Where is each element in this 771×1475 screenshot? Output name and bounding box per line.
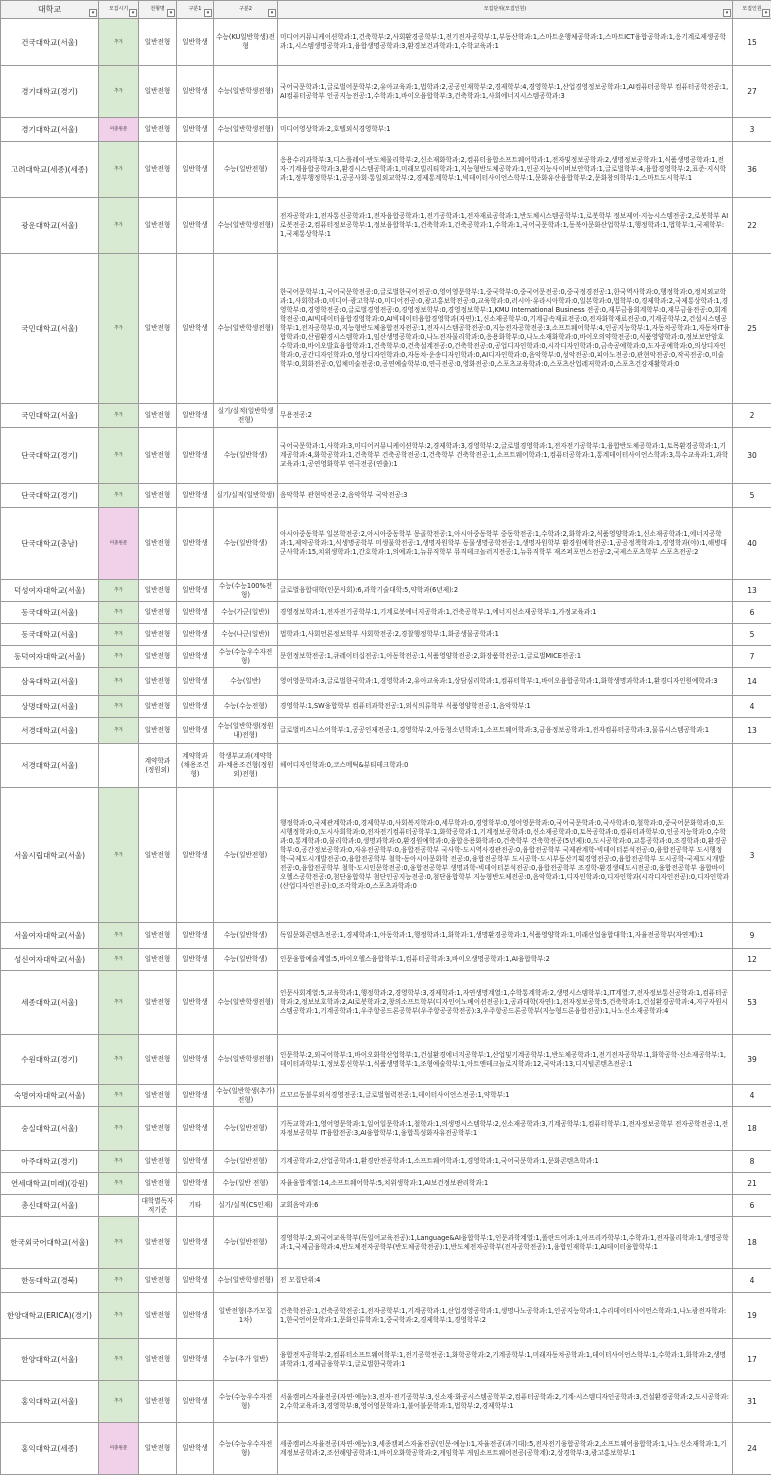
header-status[interactable]: 모집시기 ▾ [99,1,139,19]
cell-university[interactable]: 총신대학교(서울) [1,1195,99,1217]
cell-category2[interactable]: 수능(일반학생전형) [214,971,278,1035]
header-departments[interactable]: 모집단위(모집인원) ▾ [278,1,733,19]
cell-departments[interactable]: 인문사회계열:5,교육학과:1,행정학과:2,경영학부:3,경제학과:1,자연생명계열:1,수학통계학과:2,생명시스템학부:1,IT계열:7,전자정보통신공학과:1,컴퓨터공학과:2,정보보호학과:2,AI로봇학과:2,창의소프트학부(디자인이노베이션전공):1,공과대학(자연):1,전자정보공학:5,건축학과:1,건설환경공학과:4,지구자원시스템공학과:1,기계공학과:1,우주항공드론공학부(우주항공공학전공):3,우주항공드론공학부(지능형드론융합전공):1,나노신소재공학과:4 [278,971,733,1035]
cell-departments[interactable]: 융합전자공학부:2,컴퓨터소프트웨어학부:1,전기공학전공:1,화학공학과:2,기계공학부:1,미래자동차공학과:1,데이터사이언스학부:1,수학과:1,화학과:2,생명과학과:1,경제금융학부:1,글로벌한국학과:1 [278,1339,733,1381]
cell-category1[interactable]: 일반학생 [177,696,214,718]
cell-category1[interactable]: 일반학생 [177,198,214,254]
table-row [1,788,771,923]
table-row [1,624,771,646]
cell-admission[interactable]: 일반전형 [139,1107,177,1151]
cell-admission[interactable]: 일반전형 [139,949,177,971]
cell-total[interactable]: 4 [733,696,771,718]
cell-university[interactable]: 수원대학교(경기) [1,1035,99,1085]
cell-status[interactable]: 추가 [99,788,139,923]
cell-admission[interactable]: 일반전형 [139,1381,177,1423]
table-row [1,428,771,484]
cell-category2[interactable]: 수능(일반전형) [214,142,278,198]
cell-university[interactable]: 숭실대학교(서울) [1,1107,99,1151]
cell-university[interactable]: 서경대학교(서울) [1,744,99,788]
header-university[interactable]: 대학교 ▾ [1,1,99,19]
cell-total[interactable]: 18 [733,1107,771,1151]
cell-total[interactable]: 53 [733,971,771,1035]
cell-university[interactable]: 한양대학교(ERICA)(경기) [1,1293,99,1339]
cell-status[interactable]: 추가 [99,19,139,66]
cell-total[interactable]: 39 [733,1035,771,1085]
cell-status[interactable]: 추가 [99,428,139,484]
header-category1[interactable]: 구분1 ▾ [177,1,214,19]
cell-status[interactable]: 추가 [99,668,139,696]
cell-admission[interactable]: 일반전형 [139,923,177,949]
cell-university[interactable]: 한양대학교(서울) [1,1339,99,1381]
cell-departments[interactable]: 교회음악과:6 [278,1195,733,1217]
table-row [1,254,771,404]
cell-category2[interactable]: 수능(일반학생전형) [214,66,278,118]
cell-university[interactable]: 한동대학교(경북) [1,1269,99,1293]
cell-category2[interactable]: 수능(일반학생전형) [214,1269,278,1293]
cell-status[interactable]: 추가 [99,254,139,404]
cell-university[interactable]: 동덕여자대학교(서울) [1,646,99,668]
cell-total[interactable]: 7 [733,646,771,668]
cell-total[interactable]: 5 [733,484,771,508]
cell-category2[interactable]: 수능(일반학생전형) [214,254,278,404]
cell-category2[interactable]: 수능(일반전형) [214,1107,278,1151]
cell-total[interactable]: 17 [733,1339,771,1381]
cell-departments[interactable]: 국어국문학과:1,글로벌어문학부:2,유아교육과:1,법학과:2,공공인재학부:2,경제학부:4,경영학부:1,산업경영정보공학과:1,AI컴퓨터공학부 컴퓨터공학전공:1,AI컴퓨터공학부 인공지능전공:1,수학과:1,바이오융합학부:3,건축학과:1,사회에너지시스템공학과:3 [278,66,733,118]
cell-total[interactable]: 40 [733,508,771,580]
cell-status[interactable]: 추가 [99,142,139,198]
cell-category2[interactable]: 수능(일반학생전형) [214,1035,278,1085]
cell-admission[interactable]: 일반전형 [139,254,177,404]
cell-admission[interactable]: 일반전형 [139,1339,177,1381]
filter-dropdown-icon[interactable]: ▾ [89,9,97,17]
cell-total[interactable]: 9 [733,923,771,949]
cell-departments[interactable]: 미디어영상학과:2,호텔외식경영학부:1 [278,118,733,142]
cell-total[interactable]: 8 [733,1151,771,1173]
cell-total[interactable]: 25 [733,254,771,404]
cell-total[interactable]: 27 [733,66,771,118]
table-row [1,1035,771,1085]
table-row [1,580,771,602]
table-row [1,1085,771,1107]
cell-status[interactable]: 추가 [99,1339,139,1381]
cell-category1[interactable]: 일반학생 [177,19,214,66]
cell-departments[interactable]: 법학과:1,사회언론정보학부 사회학전공:2,경찰행정학부:1,화공생물공학과:1 [278,624,733,646]
cell-category1[interactable]: 일반학생 [177,971,214,1035]
cell-status[interactable]: 미충원분 [99,508,139,580]
cell-admission[interactable]: 일반전형 [139,1423,177,1475]
cell-category2[interactable]: 수능(일반 전형) [214,1173,278,1195]
cell-admission[interactable]: 일반전형 [139,484,177,508]
cell-total[interactable]: 6 [733,602,771,624]
cell-category1[interactable]: 일반학생 [177,1339,214,1381]
cell-university[interactable]: 상명대학교(서울) [1,696,99,718]
cell-admission[interactable]: 계약학과(정원외) [139,744,177,788]
table-row [1,646,771,668]
cell-category1[interactable]: 일반학생 [177,1151,214,1173]
cell-status[interactable]: 추가 [99,484,139,508]
cell-total[interactable]: 21 [733,1173,771,1195]
cell-total[interactable]: 3 [733,118,771,142]
cell-admission[interactable]: 일반전형 [139,971,177,1035]
filter-dropdown-icon[interactable]: ▾ [129,9,137,17]
cell-status[interactable]: 추가 [99,404,139,428]
cell-status[interactable]: 추가 [99,1293,139,1339]
table-row [1,1269,771,1293]
cell-university[interactable]: 홍익대학교(세종) [1,1423,99,1475]
cell-category1[interactable]: 일반학생 [177,788,214,923]
cell-total[interactable]: 30 [733,428,771,484]
cell-category2[interactable]: 학생부교과(계약학과-채용조건형(정원외)전형) [214,744,278,788]
cell-admission[interactable]: 일반전형 [139,142,177,198]
cell-category1[interactable]: 일반학생 [177,1423,214,1475]
cell-university[interactable]: 동국대학교(서울) [1,602,99,624]
table-row [1,1381,771,1423]
cell-category1[interactable]: 일반학생 [177,580,214,602]
cell-category1[interactable]: 일반학생 [177,1107,214,1151]
cell-category2[interactable]: 수능(일반학생전형) [214,198,278,254]
table-row [1,1217,771,1269]
cell-departments[interactable]: 한국어문학부:1,국어국문학전공:0,글로벌한국어전공:0,영어영문학부:1,중국학부:0,중국어문전공:0,중국정경전공:1,한국역사학과:0,행정학과:0,정치외교학과:1,사회학과:0,미디어·광고학부:0,미디어전공:0,광고홍보학전공:0,교육학과:0,러시아·유라시아학과:0,일본학과:0,법학부:0,경제학과:2,국제통상학과:1,경영학부:0,경영학전공:0,글로벌경영전공:0,경영정보학부:0,경영정보학부:1,KMU International Business 전공:0,재무금융회계학부:0,재무금융전공:0,회계학전공:0,AI빅데이터융합경영학과:0,AI빅데이터융합경영학과(자연):1,신소재공학부:0,기계금속재료전공:0,전자화학재료전공:0,기계공학부:2,건설시스템공학부:1,전자공학부:0,지능형반도체융합전자전공:1,전자시스템공학전공:0,지능전자공학전공:3,소프트웨어학부:4,인공지능학부:1,자동차공학과:1,자동차IT융합학과:0,산림환경시스템학과:1,임산생명공학과:0,나노전자물리학과:0,응용화학부:0,나노소재화학과:0,바이오의약학전공:0,식품영양학과:0,정보보안암호수학과:0,바이오발효융합학과:1,건축학부:0,건축설계전공:0,건축학전공:0,공업디자인학과:0,시각디자인학과:0,금속공예학과:0,도자공예학과:0,의상디자인학과:0,공간디자인학과:0,영상디자인학과:0,자동차·운송디자인학과:0,AI디자인학과:0,음악학부:0,성악전공:0,피아노전공:0,관현악전공:0,작곡전공:0,미술학부:0,회화전공:0,입체미술전공:0,공연예술학부:0,연극전공:0,영화전공:0,스포츠교육학과:0,스포츠산업레저학과:0,스포츠건강재활학과:0 [278,254,733,404]
cell-category2[interactable]: 수능(일반학생전형) [214,118,278,142]
cell-category1[interactable]: 일반학생 [177,1381,214,1423]
cell-departments[interactable]: 기계공학과:2,산업공학과:1,환경안전공학과:1,소프트웨어학과:1,경영학과:1,국어국문학과:1,문화콘텐츠학과:1 [278,1151,733,1173]
cell-admission[interactable]: 일반전형 [139,118,177,142]
cell-category1[interactable]: 일반학생 [177,1217,214,1269]
cell-departments[interactable]: 영어영문학과:3,글로벌한국학과:1,경영학과:2,유아교육과:1,상담심리학과:1,컴퓨터학부:1,바이오융합공학과:1,화학생명과학과:1,환경디자인원예학과:3 [278,668,733,696]
cell-university[interactable]: 건국대학교(서울) [1,19,99,66]
cell-admission[interactable]: 일반전형 [139,1035,177,1085]
cell-category1[interactable]: 계약학과(채용조건형) [177,744,214,788]
cell-total[interactable]: 2 [733,404,771,428]
cell-total[interactable]: 19 [733,1293,771,1339]
cell-departments[interactable]: 건축학전공:1,건축공학전공:1,전자공학부:1,기계공학과:1,산업경영공학과:1,생명나노공학과:1,인공지능학과:1,수리데이터사이언스학과:1,나노광전자학과:1,한국언어문학과:1,문화인류학과:1,중국학과:2,경제학부:1,경영학부:2 [278,1293,733,1339]
cell-university[interactable]: 단국대학교(경기) [1,428,99,484]
cell-departments[interactable]: 경영학부:1,SW융합학부 컴퓨터과학전공:1,외식의류학부 식품영양학전공:1,음악학부:1 [278,696,733,718]
cell-category2[interactable]: 수능(나군(일반)) [214,624,278,646]
cell-total[interactable]: 36 [733,142,771,198]
cell-status[interactable]: 추가 [99,718,139,744]
cell-departments[interactable]: 행정학과:0,국제관계학과:0,경제학부:0,사회복지학과:0,세무학과:0,경영학부:0,영어영문학과:0,국어국문학과:0,국사학과:0,철학과:0,중국어문화학과:0,도시행정학과:0,도시사회학과:0,전자전기컴퓨터공학부:1,화학공학과:1,기계정보공학과:0,신소재공학과:0,토목공학과:0,컴퓨터과학부:0,인공지능학과:0,수학과:0,통계학과:0,물리학과:0,생명과학과:0,환경원예학과:0,융합응용화학과:0,건축학부 건축학전공(5년제):0,도시공학과:0,교통공학과:0,조경학과:0,환경공학부:0,공간정보공학과:0,자유전공학부:0,융합전공학부 국사학-도시역사경관전공:0,융합전공학부 국제관계학-빅데이터분석전공:0,융합전공학부 도시행정학-국제도시개발전공:0,융합전공학부 철학-동아시아문화학 전공:0,융합전공학부 도시공학-도시부동산기획경영전공:0,융합전공학부 도시공학-국제도시개발전공:0,융합전공학부 철학-도시인문학전공:0,융합전공학부 생명과학-빅데이터분석전공:0,융합전공학부 조경학-환경생태도시전공:0,융합전공학부 융합바이오헬스공학전공:0,첨단융합학부 첨단인공지능전공:0,첨단융합학부 지능형반도체전공:0,음악학과:1,디자인학과:0,디자인학과(시각디자인전공):0,디자인학과(산업디자인전공):0,조각학과:0,스포츠과학과:0 [278,788,733,923]
cell-status[interactable]: 추가 [99,198,139,254]
cell-status[interactable]: 추가 [99,646,139,668]
cell-university[interactable]: 숙명여자대학교(서울) [1,1085,99,1107]
cell-category2[interactable]: 수능(KU일반학생)전형 [214,19,278,66]
cell-category2[interactable]: 수능(일반) [214,668,278,696]
cell-category1[interactable]: 일반학생 [177,949,214,971]
cell-category1[interactable]: 일반학생 [177,646,214,668]
cell-admission[interactable]: 일반전형 [139,1217,177,1269]
cell-status[interactable]: 추가 [99,696,139,718]
filter-dropdown-icon[interactable]: ▾ [723,9,731,17]
cell-category1[interactable]: 일반학생 [177,602,214,624]
cell-admission[interactable]: 일반전형 [139,1085,177,1107]
cell-category1[interactable]: 일반학생 [177,508,214,580]
cell-category1[interactable]: 일반학생 [177,1035,214,1085]
cell-category1[interactable]: 일반학생 [177,142,214,198]
cell-category2[interactable]: 수능(일반학생) [214,508,278,580]
cell-university[interactable]: 홍익대학교(서울) [1,1381,99,1423]
cell-departments[interactable]: 기독교학과:1,영어영문학과:1,일어일문학과:1,철학과:1,의생명시스템학부:2,신소재공학과:3,기계공학부:1,컴퓨터학부:1,전자정보공학부 전자공학전공:1,전자정보공학부 IT융합전공:3,AI융합학부:1,융합특성화자유전공학부:1 [278,1107,733,1151]
table-row [1,602,771,624]
cell-admission[interactable]: 일반전형 [139,696,177,718]
table-row [1,1195,771,1217]
table-row [1,142,771,198]
header-row [1,1,771,19]
cell-university[interactable]: 국민대학교(서울) [1,404,99,428]
cell-departments[interactable]: 국어국문학과:1,사학과:3,미디어커뮤니케이션학부:2,경제학과:3,경영학부:2,글로벌경영학과:1,전자전기공학부:1,융합반도체공학과:1,토목환경공학과:1,기계공학과:4,화학공학과:1,건축학부 건축공학전공:1,건축학부 건축학전공:1,소프트웨어학과:1,컴퓨터공학과:1,통계데이터사이언스학과:3,특수교육과:1,과학교육과:1,공연영화학부 연극전공(연출):1 [278,428,733,484]
cell-departments[interactable]: 경영학부:2,외국어교육학부(독일어교육전공):1,Language&AI융합학부:1,인문과학계열:1,폴란드어과:1,아프리카학부:1,수학과:1,전자물리학과:1,생명공학과:1,국제금융학과:4,반도체전자공학부(반도체공학전공):1,반도체전자공학부(전자공학전공):1,융합인재학부:1,AI데이터융합학부:1 [278,1217,733,1269]
cell-status[interactable]: 미충원분 [99,118,139,142]
cell-status[interactable]: 추가 [99,602,139,624]
cell-category1[interactable]: 일반학생 [177,484,214,508]
filter-dropdown-icon[interactable]: ▾ [268,9,276,17]
table-row [1,1293,771,1339]
table-row [1,404,771,428]
cell-admission[interactable]: 일반전형 [139,508,177,580]
cell-category1[interactable]: 일반학생 [177,1293,214,1339]
cell-category2[interactable]: 수능(일반전형) [214,788,278,923]
cell-category1[interactable]: 일반학생 [177,668,214,696]
cell-departments[interactable]: 서울캠퍼스자율전공(자연·예능):3,전자·전기공학부:3,신소재·화공시스템공학부:2,컴퓨터공학과:2,기계·시스템디자인공학과:3,건설환경공학과:2,도시공학과:2,수학교육과:3,경영학부:8,영어영문학과:1,불어불문학과:1,법학부:2,경제학부:1 [278,1381,733,1423]
cell-departments[interactable]: 미디어커뮤니케이션학과:1,건축학부:2,사회환경공학부:1,전기전자공학부:1,부동산학과:1,스마트운행체공학과:1,스마트ICT융합공학과:1,응기계로제생공학과:1,시스템생명공학과:1,융합생명공학과:3,환경보건과학과:1,수학교육과:1 [278,19,733,66]
cell-departments[interactable]: 전 모집단위:4 [278,1269,733,1293]
cell-category1[interactable]: 일반학생 [177,624,214,646]
cell-category2[interactable]: 실기/실적(일반학생) [214,484,278,508]
cell-total[interactable]: 13 [733,718,771,744]
cell-total[interactable]: 14 [733,668,771,696]
cell-university[interactable]: 아주대학교(경기) [1,1151,99,1173]
cell-university[interactable]: 세종대학교(서울) [1,971,99,1035]
cell-university[interactable]: 동국대학교(서울) [1,624,99,646]
cell-university[interactable]: 경기대학교(경기) [1,66,99,118]
cell-category2[interactable]: 수능(수능100%전형) [214,580,278,602]
cell-university[interactable]: 서경대학교(서울) [1,718,99,744]
cell-departments[interactable]: 독일문화콘텐츠전공:1,경제학과:1,아동학과:1,행정학과:1,화학과:1,생명환경공학과:1,식품영양학과:1,미래산업융합대학:1,자율전공학부(자연계):1 [278,923,733,949]
cell-total[interactable]: 13 [733,580,771,602]
cell-admission[interactable]: 일반전형 [139,646,177,668]
table-row [1,949,771,971]
cell-departments[interactable]: 음악학부 관현악전공:2,음악학부 국악전공:3 [278,484,733,508]
cell-total[interactable]: 4 [733,1085,771,1107]
cell-category1[interactable]: 일반학생 [177,1085,214,1107]
table-row [1,1173,771,1195]
cell-admission[interactable]: 일반전형 [139,198,177,254]
cell-total[interactable]: 12 [733,949,771,971]
cell-departments[interactable]: 헤어디자인학과:0,코스메틱&뷰티테크학과:0 [278,744,733,788]
cell-total[interactable]: 6 [733,1195,771,1217]
filter-dropdown-icon[interactable]: ▾ [762,9,770,17]
table-row [1,923,771,949]
cell-admission[interactable]: 일반전형 [139,1269,177,1293]
table-row [1,718,771,744]
table-row [1,1339,771,1381]
cell-status[interactable]: 추가 [99,1381,139,1423]
cell-departments[interactable]: 인문융합예술계열:5,바이오헬스융합학부:1,컴퓨터공학과:3,바이오생명공학과:1,AI융합학부:2 [278,949,733,971]
cell-admission[interactable]: 일반전형 [139,1293,177,1339]
cell-total[interactable]: 5 [733,624,771,646]
filter-dropdown-icon[interactable]: ▾ [167,9,175,17]
cell-status[interactable]: 미충원분 [99,1423,139,1475]
cell-total[interactable]: 31 [733,1381,771,1423]
cell-status[interactable]: 추가 [99,580,139,602]
cell-departments[interactable]: 르꼬르동블루외식경영전공:1,글로벌협력전공:1,데이터사이언스전공:1,약학부:1 [278,1085,733,1107]
cell-university[interactable]: 고려대학교(세종)(세종) [1,142,99,198]
cell-category1[interactable]: 일반학생 [177,118,214,142]
table-row [1,1423,771,1475]
cell-university[interactable]: 한국외국어대학교(서울) [1,1217,99,1269]
cell-category2[interactable]: 수능(일반전형) [214,1151,278,1173]
cell-university[interactable]: 광운대학교(서울) [1,198,99,254]
cell-status[interactable] [99,1195,139,1217]
cell-university[interactable]: 성신여자대학교(서울) [1,949,99,971]
cell-category2[interactable]: 일반전형(추가모집 1차) [214,1293,278,1339]
cell-status[interactable]: 추가 [99,949,139,971]
cell-admission[interactable]: 일반전형 [139,428,177,484]
table-row [1,1107,771,1151]
table-row [1,696,771,718]
cell-admission[interactable]: 일반전형 [139,1173,177,1195]
cell-university[interactable]: 국민대학교(서울) [1,254,99,404]
cell-total[interactable]: 24 [733,1423,771,1475]
cell-departments[interactable]: 인문학부:2,외국어학부:1,바이오화학산업학부:1,건설환경에너지공학부:1,산업및기계공학부:1,반도체공학과:1,전기전자공학부:1,화학공학·신소재공학부:1,데이터과학부:1,정보통신학부:1,식품생명학부:1,조형예술학부:1,아트앤테크놀로지학과:12,국악과:13,디지털콘텐츠전공:1 [278,1035,733,1085]
table-row [1,66,771,118]
cell-category1[interactable]: 일반학생 [177,1173,214,1195]
cell-departments[interactable]: 무용전공:2 [278,404,733,428]
cell-category2[interactable]: 실기/실적(일반학생전형) [214,404,278,428]
cell-category1[interactable]: 일반학생 [177,66,214,118]
cell-departments[interactable]: 자율융합계열:14,소프트웨어학부:5,치위생학과:1,AI보건정보관리학과:1 [278,1173,733,1195]
cell-total[interactable]: 3 [733,788,771,923]
cell-status[interactable]: 추가 [99,1035,139,1085]
cell-university[interactable]: 연세대학교(미래)(강원) [1,1173,99,1195]
cell-departments[interactable]: 문헌정보학전공:1,큐레이터십전공:1,아동학전공:1,식품영양학전공:2,화장품학전공:1,글로벌MICE전공:1 [278,646,733,668]
cell-category2[interactable]: 수능(추가 일반) [214,1339,278,1381]
cell-category1[interactable]: 일반학생 [177,923,214,949]
table-row [1,508,771,580]
cell-status[interactable]: 추가 [99,1151,139,1173]
table-row [1,118,771,142]
cell-category1[interactable]: 일반학생 [177,404,214,428]
cell-category2[interactable]: 수능(수능우수자전형) [214,646,278,668]
cell-status[interactable]: 추가 [99,1217,139,1269]
cell-total[interactable] [733,744,771,788]
cell-departments[interactable]: 글로벌비즈니스어학부:1,공공인재전공:1,경영학부:2,아동청소년학과:1,소프트웨어학과:3,금융정보공학과:1,전자컴퓨터공학과:3,물류시스템공학과:1 [278,718,733,744]
table-row [1,198,771,254]
cell-category2[interactable]: 수능(일반학생(정원내)전형) [214,718,278,744]
cell-status[interactable]: 추가 [99,1107,139,1151]
table-row [1,668,771,696]
cell-university[interactable]: 단국대학교(경기) [1,484,99,508]
cell-category2[interactable]: 수능(일반전형) [214,1217,278,1269]
cell-admission[interactable]: 일반전형 [139,580,177,602]
cell-departments[interactable]: 경영정보학과:1,전자전기공학부:1,기계로봇에너지공학과:1,건축공학부:1,에너지신소재공학부:1,가정교육과:1 [278,602,733,624]
cell-category2[interactable]: 수능(일반학생(추가)전형) [214,1085,278,1107]
filter-dropdown-icon[interactable]: ▾ [204,9,212,17]
table-body [1,19,771,1475]
cell-total[interactable]: 15 [733,19,771,66]
cell-departments[interactable]: 글로벌융합대학(인문사회):6,과학기술대학:5,약학과(6년제):2 [278,580,733,602]
cell-category2[interactable]: 수능(수능우수자전형) [214,1381,278,1423]
cell-status[interactable]: 추가 [99,1173,139,1195]
cell-admission[interactable]: 일반전형 [139,788,177,923]
header-category2[interactable]: 구분2 ▾ [214,1,278,19]
cell-admission[interactable]: 일반전형 [139,19,177,66]
header-total[interactable]: 모집인원 ▾ [733,1,771,19]
cell-university[interactable]: 단국대학교(충남) [1,508,99,580]
cell-category1[interactable]: 일반학생 [177,254,214,404]
cell-admission[interactable]: 일반전형 [139,66,177,118]
cell-departments[interactable]: 전자공학과:1,전자통신공학과:1,전자융합공학과:1,전기공학과:1,전자재료공학과:1,반도체시스템공학부:1,로봇학부 정보제어·지능시스템전공:2,로봇학부 AI로봇전공:2,컴퓨터정보공학부:1,정보융합학부:1,건축학과:1,건축공학과:1,수학과:1,국어국문학과:1,동북아문화산업학부:1,행정학과:1,법학부:1,국제학부:1,국제통상학부:1 [278,198,733,254]
cell-admission[interactable]: 일반전형 [139,404,177,428]
cell-status[interactable] [99,744,139,788]
cell-category2[interactable]: 수능(일반학생) [214,923,278,949]
cell-category2[interactable]: 수능(가군(일반)) [214,602,278,624]
cell-category2[interactable]: 실기/실적(CS인재) [214,1195,278,1217]
cell-status[interactable]: 추가 [99,624,139,646]
cell-university[interactable]: 삼육대학교(서울) [1,668,99,696]
cell-departments[interactable]: 응용수리과학부:3,디스플레이·반도체물리학부:2,신소재화학과:2,컴퓨터융합소프트웨어학과:1,전자및정보공학과:2,생명정보공학과:1,식품생명공학과:1,전자·기계융합공학과:3,환경시스템공학과:1,미래모빌리티학과:1,지능형반도체공학과:1,인공지능사이버보안학과:1,글로벌학부:4,융합경영학부:2,표준·지식학과:1,정부행정학부:1,공공사회·통일외교학부:2,경제통계학부:1,빅데이터사이언스학부:1,문화유산융합학부:2,문화창의학부:1,스마트도시학부:1 [278,142,733,198]
cell-category1[interactable]: 일반학생 [177,718,214,744]
cell-admission[interactable]: 일반전형 [139,668,177,696]
cell-departments[interactable]: 아시아중동학부 일본학전공:2,아시아중동학부 몽골학전공:1,아시아중동학부 중동학전공:1,수학과:2,화학과:2,식품영양학과:1,신소재공학과:1,에너지공학과:1,제약공학과:1,식생명공학부 미생물학전공:1,생명자원학부 동물생명공학전공:1,생명자원학부 환경원예학전공:1,공공정책학과:1,경영학과(야):1,해병대군사학과:15,치위생학과:1,간호학과:1,의예과:1,뉴뮤직학부 뮤직테크놀러지전공:1,뉴뮤직학부 재즈퍼포먼스전공:2,국제스포츠학부 스포츠전공:2 [278,508,733,580]
cell-status[interactable]: 추가 [99,1085,139,1107]
cell-category2[interactable]: 수능(일반학생) [214,949,278,971]
cell-university[interactable]: 덕성여자대학교(서울) [1,580,99,602]
cell-admission[interactable]: 대학별독자적기준 [139,1195,177,1217]
table-row [1,744,771,788]
cell-category1[interactable]: 일반학생 [177,428,214,484]
cell-total[interactable]: 18 [733,1217,771,1269]
cell-admission[interactable]: 일반전형 [139,1151,177,1173]
cell-category2[interactable]: 수능(수능전형) [214,696,278,718]
cell-status[interactable]: 추가 [99,971,139,1035]
cell-category1[interactable]: 기타 [177,1195,214,1217]
cell-admission[interactable]: 일반전형 [139,624,177,646]
cell-university[interactable]: 경기대학교(서울) [1,118,99,142]
table-row [1,19,771,66]
cell-university[interactable]: 서울여자대학교(서울) [1,923,99,949]
cell-category2[interactable]: 수능(일반학생) [214,428,278,484]
cell-status[interactable]: 추가 [99,923,139,949]
table-row [1,971,771,1035]
cell-status[interactable]: 추가 [99,1269,139,1293]
cell-total[interactable]: 4 [733,1269,771,1293]
cell-university[interactable]: 서울시립대학교(서울) [1,788,99,923]
table-row [1,1151,771,1173]
cell-admission[interactable]: 일반전형 [139,602,177,624]
cell-total[interactable]: 22 [733,198,771,254]
header-admission[interactable]: 전형명 ▾ [139,1,177,19]
table-row [1,484,771,508]
cell-departments[interactable]: 세종캠퍼스자율전공(자연·예능):3,세종캠퍼스자율전공(인문·예능):1,자율전공(과기대):5,전자전기융합공학과:2,소프트웨어융합학과:1,나노신소재학과:1,기계정보공학과:2,조선해양공학과:1,바이오화학공학과:2,게임학부 게임소프트웨어전공(공학계):2,상경학부:3,광고홍보학부:1 [278,1423,733,1475]
cell-status[interactable]: 추가 [99,66,139,118]
cell-category2[interactable]: 수능(수능우수자전형) [214,1423,278,1475]
cell-admission[interactable]: 일반전형 [139,718,177,744]
cell-category1[interactable]: 일반학생 [177,1269,214,1293]
